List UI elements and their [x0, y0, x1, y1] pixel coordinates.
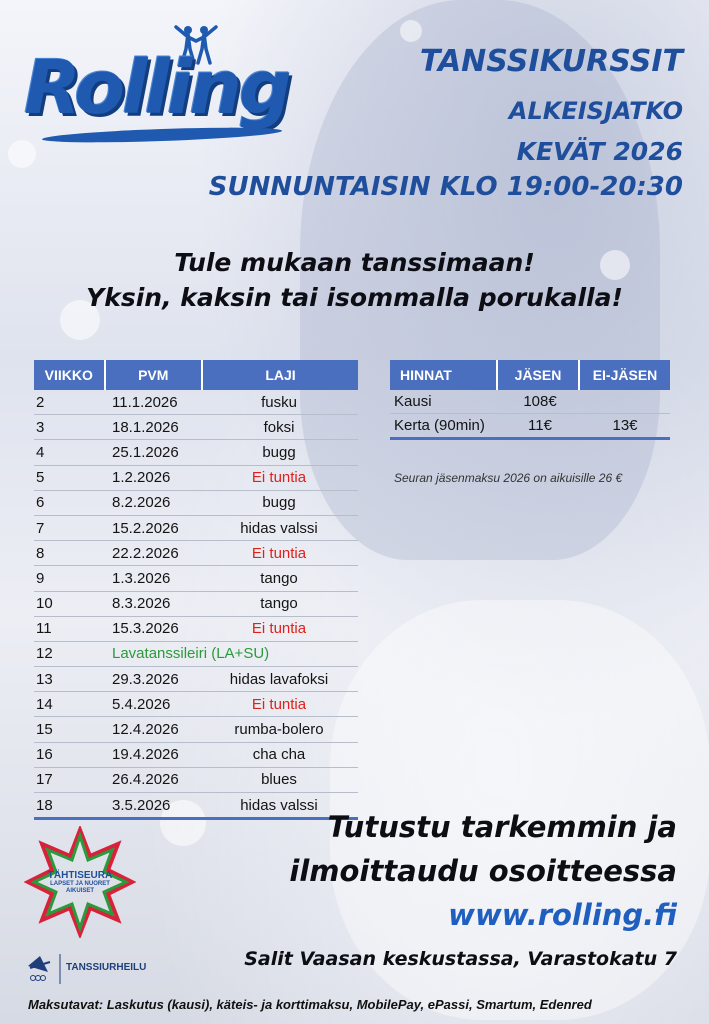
week-cell: 3 [36, 418, 45, 436]
date-cell: 11.1.2026 [112, 393, 178, 411]
price-table [390, 360, 670, 440]
tahtiseura-badge [24, 826, 136, 938]
table-row [34, 390, 358, 415]
member-price: 11€ [528, 417, 552, 434]
table-row [34, 491, 358, 516]
dance-cell: bugg [262, 494, 296, 512]
dance-cell: hidas valssi [240, 796, 318, 814]
date-cell: 22.2.2026 [112, 544, 179, 562]
tagline-line-1: Tule mukaan tanssimaan! [174, 248, 535, 277]
badge-title: TÄHTISEURA [47, 870, 113, 881]
logo-text: Rolling [24, 45, 289, 131]
table-row [34, 466, 358, 491]
dance-cell: cha cha [252, 746, 306, 764]
table-row [34, 717, 358, 742]
price-label: Kausi [394, 393, 432, 410]
date-cell: 1.3.2026 [112, 569, 171, 587]
bokeh-light [8, 140, 36, 168]
dance-cell: fusku [261, 393, 297, 411]
date-cell: 1.2.2026 [112, 469, 171, 487]
week-cell: 6 [36, 494, 45, 512]
date-cell: 8.3.2026 [112, 595, 171, 613]
table-row [34, 566, 358, 591]
date-cell: 15.3.2026 [112, 620, 179, 638]
dance-cell-cancelled: Ei tuntia [251, 469, 307, 487]
dance-cell: hidas valssi [240, 519, 318, 537]
date-cell: 18.1.2026 [112, 418, 179, 436]
cta-line-1: Tutustu tarkemmin ja [327, 810, 677, 844]
week-cell: 2 [36, 393, 45, 411]
federation-label: TANSSIURHEILU [66, 962, 147, 973]
week-cell: 14 [36, 695, 53, 713]
table-row [34, 592, 358, 617]
week-cell: 16 [36, 746, 53, 764]
table-row [34, 617, 358, 642]
website-link[interactable]: www.rolling.fi [448, 898, 677, 932]
week-cell: 11 [36, 620, 52, 638]
cta-line-2: ilmoittaudu osoitteessa [289, 854, 677, 888]
week-cell: 9 [36, 569, 45, 587]
dance-cell: bugg [262, 443, 296, 461]
table-row [34, 768, 358, 793]
week-cell: 18 [36, 796, 53, 814]
dance-cell-cancelled: Ei tuntia [251, 544, 307, 562]
course-season: KEVÄT 2026 [516, 137, 683, 166]
table-row [34, 743, 358, 768]
venue-address: Salit Vaasan keskustassa, Varastokatu 7 [244, 948, 677, 970]
table-row [34, 541, 358, 566]
nonmember-price: 13€ [612, 417, 638, 434]
dance-cell: foksi [263, 418, 295, 436]
header-dance: LAJI [203, 360, 358, 390]
table-row [34, 793, 358, 820]
week-cell: 4 [36, 443, 45, 461]
date-cell: 5.4.2026 [112, 695, 171, 713]
table-row [34, 692, 358, 717]
dance-cell: blues [261, 771, 297, 789]
table-row [34, 516, 358, 541]
dance-cell: tango [260, 595, 298, 613]
dance-cell: rumba-bolero [234, 721, 324, 739]
header-member: JÄSEN [498, 360, 580, 390]
date-cell: 8.2.2026 [112, 494, 171, 512]
header-nonmember: EI-JÄSEN [580, 360, 670, 390]
week-cell: 15 [36, 721, 53, 739]
price-header-row [390, 360, 670, 390]
course-level: ALKEISJATKO [508, 97, 683, 125]
price-row [390, 390, 670, 414]
week-cell: 7 [36, 519, 45, 537]
badge-subtitle-2: AIKUISET [65, 888, 94, 894]
header-prices: HINNAT [390, 360, 498, 390]
week-cell: 12 [36, 645, 53, 663]
table-row [34, 642, 358, 667]
member-price: 108€ [523, 393, 557, 410]
payment-methods: Maksutavat: Laskutus (kausi), käteis- ja korttimaksu, MobilePay, ePassi, Smartum, Edenred [28, 997, 592, 1012]
dance-cell-cancelled: Ei tuntia [251, 695, 307, 713]
header-date: PVM [106, 360, 203, 390]
table-row [34, 440, 358, 465]
tagline-line-2: Yksin, kaksin tai isommalla porukalla! [86, 283, 623, 312]
date-cell: 25.1.2026 [112, 443, 179, 461]
table-row [34, 667, 358, 692]
date-cell: 26.4.2026 [112, 771, 179, 789]
table-row [34, 415, 358, 440]
dance-cell: tango [260, 569, 298, 587]
week-cell: 17 [36, 771, 53, 789]
date-cell: 12.4.2026 [112, 721, 179, 739]
price-row [390, 414, 670, 440]
membership-note: Seuran jäsenmaksu 2026 on aikuisille 26 € [394, 471, 623, 485]
week-cell: 13 [36, 670, 53, 688]
dance-cell: hidas lavafoksi [229, 670, 329, 688]
date-cell: 29.3.2026 [112, 670, 179, 688]
rolling-logo [24, 25, 289, 143]
schedule-table [34, 360, 358, 820]
dance-cell-special: Lavatanssileiri (LA+SU) [112, 645, 270, 663]
bokeh-light [400, 20, 422, 42]
date-cell: 3.5.2026 [112, 796, 171, 814]
week-cell: 5 [36, 469, 45, 487]
price-label: Kerta (90min) [394, 417, 485, 434]
dance-cell-cancelled: Ei tuntia [251, 620, 307, 638]
page-title: TANSSIKURSSIT [419, 44, 683, 79]
header-week: VIIKKO [34, 360, 106, 390]
course-time: SUNNUNTAISIN KLO 19:00-20:30 [208, 172, 683, 202]
week-cell: 8 [36, 544, 45, 562]
badge-subtitle-1: LAPSET JA NUORET [50, 881, 110, 887]
date-cell: 15.2.2026 [112, 519, 179, 537]
schedule-header-row [34, 360, 358, 390]
date-cell: 19.4.2026 [112, 746, 179, 764]
week-cell: 10 [36, 595, 53, 613]
